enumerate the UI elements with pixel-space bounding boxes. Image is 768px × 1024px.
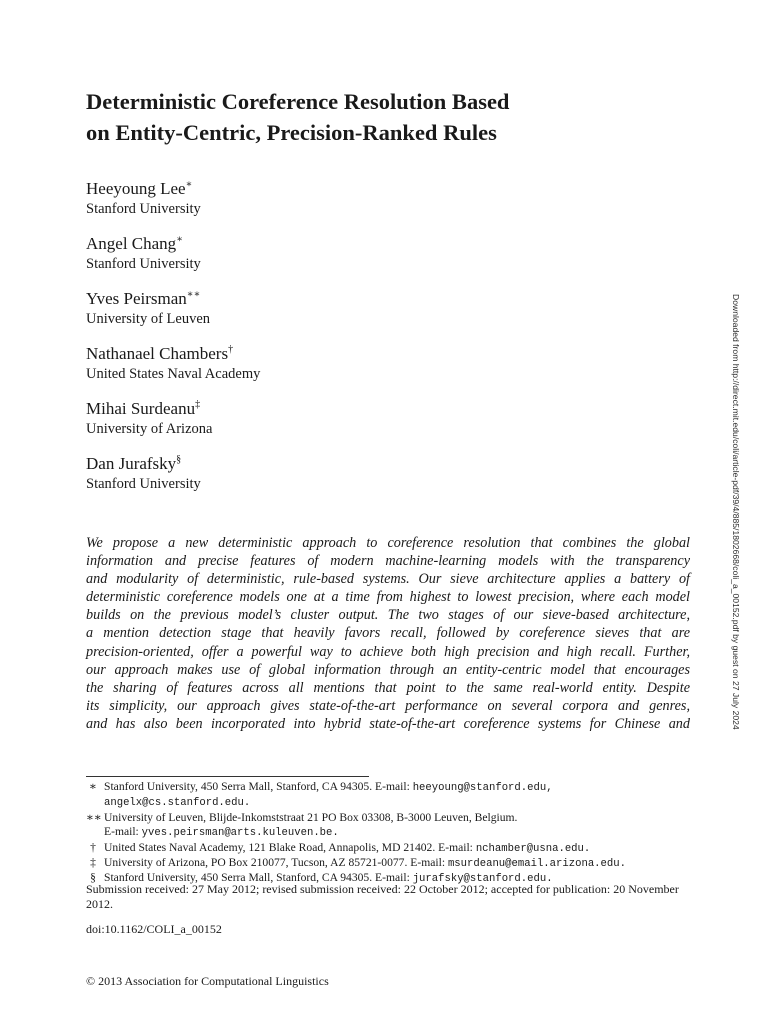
footnote-text: Stanford University, 450 Serra Mall, Stanford, CA 94305. E-mail:: [104, 871, 413, 885]
footnote-email[interactable]: msurdeanu@email.arizona.edu.: [447, 858, 626, 871]
author-footnote-mark: †: [228, 344, 234, 355]
abstract-line: our approach makes use of global information through an entity-centric model that encourages: [86, 661, 690, 678]
author-name: Yves Peirsman∗∗: [86, 289, 201, 308]
author-footnote-mark: ∗: [176, 234, 183, 245]
paper-title: [86, 86, 686, 148]
author-name: Heeyoung Lee∗: [86, 179, 193, 198]
copyright-notice: © 2013 Association for Computational Linguistics: [86, 974, 329, 988]
footnote-email[interactable]: angelx@cs.stanford.edu.: [104, 797, 251, 810]
author-block: [86, 343, 260, 384]
abstract-line: and has also been incorporated into hybrid state-of-the-art coreference systems for Chinese and: [86, 715, 690, 732]
author-affiliation: University of Arizona: [86, 421, 213, 437]
author-name: Dan Jurafsky§: [86, 454, 182, 473]
author-affiliation: Stanford University: [86, 256, 201, 272]
abstract-line: builds on the previous model’s cluster output. The two stages of our sieve-based architecture,: [86, 607, 690, 624]
abstract-line: information and precise features of modern machine-learning models with the transparency: [86, 553, 690, 570]
author-affiliation: Stanford University: [86, 476, 201, 492]
footnote-email[interactable]: jurafsky@stanford.edu.: [412, 873, 553, 886]
author-footnote-mark: ∗∗: [186, 289, 201, 300]
abstract-line: and modularity of deterministic, rule-based systems. Our sieve architecture applies a battery of: [86, 571, 690, 588]
abstract: [86, 534, 690, 733]
footnote-mark: ∗: [89, 780, 97, 793]
footnote-mark: ‡: [90, 856, 96, 870]
doi[interactable]: doi:10.1162/COLI_a_00152: [86, 922, 222, 936]
footnote-item: [86, 841, 696, 856]
footnote-text: University of Leuven, Blijde-Inkomststraat 21 PO Box 03308, B-3000 Leuven, Belgium.: [104, 810, 518, 824]
abstract-line: the sharing of features across all mentions that point to the same real-world entity. Despite: [86, 679, 690, 696]
footnote-text: University of Arizona, PO Box 210077, Tucson, AZ 85721-0077. E-mail:: [104, 856, 448, 870]
title-line-1: Deterministic Coreference Resolution Based: [86, 89, 510, 114]
author-block: [86, 178, 201, 219]
footnote-item: [86, 811, 696, 841]
footnote-item: [86, 856, 696, 871]
author-block: [86, 288, 210, 329]
submission-dates: Submission received: 27 May 2012; revised submission received: 22 October 2012; accepted for publication: 20 November 2012.: [86, 882, 679, 911]
footnote-email[interactable]: nchamber@usna.edu.: [475, 842, 591, 855]
author-affiliation: University of Leuven: [86, 311, 211, 327]
footnote-divider: [86, 776, 369, 777]
footnote-mark: †: [90, 840, 96, 854]
author-footnote-mark: ∗: [185, 179, 193, 190]
author-footnote-mark: §: [176, 454, 182, 465]
abstract-line: precision-oriented, offer a powerful way to achieve both high precision and high recall. Further,: [86, 643, 690, 660]
footnote-email[interactable]: heeyoung@stanford.edu,: [412, 782, 553, 794]
footnote-text: Stanford University, 450 Serra Mall, Stanford, CA 94305. E-mail:: [104, 780, 413, 793]
footnote-item: [86, 780, 696, 811]
abstract-line: a mention detection stage that heavily favors recall, followed by coreference sieves that are: [86, 625, 690, 642]
author-name: Angel Chang∗: [86, 234, 183, 253]
author-block: [86, 398, 212, 439]
footnote-email[interactable]: yves.peirsman@arts.kuleuven.be.: [141, 827, 339, 840]
footnotes: [86, 780, 696, 887]
download-watermark: [731, 294, 746, 734]
author-affiliation: United States Naval Academy: [86, 366, 261, 382]
abstract-line: We propose a new deterministic approach to coreference resolution that combines the global: [86, 535, 690, 551]
footnote-mark: ∗∗: [86, 810, 102, 824]
author-affiliation: Stanford University: [86, 201, 201, 217]
footnote-mark: §: [90, 871, 96, 885]
author-block: [86, 453, 201, 494]
download-watermark-text[interactable]: Downloaded from http://direct.mit.edu/coli/article-pdf/39/4/885/1802668/coli_a_00152.pdf by guest on 27 July 2024: [731, 294, 741, 730]
title-line-2: on Entity-Centric, Precision-Ranked Rules: [86, 120, 497, 145]
author-footnote-mark: ‡: [195, 399, 201, 410]
footnote-text: United States Naval Academy, 121 Blake Road, Annapolis, MD 21402. E-mail:: [104, 840, 476, 854]
abstract-line: its simplicity, our approach gives state-of-the-art performance on several corpora and genres,: [86, 697, 690, 714]
author-block: [86, 233, 201, 274]
author-name: Mihai Surdeanu‡: [86, 399, 201, 418]
footnote-text: E-mail:: [104, 825, 142, 839]
abstract-line: deterministic coreference models one at a time from highest to lowest precision, where each model: [86, 589, 690, 606]
author-name: Nathanael Chambers†: [86, 344, 234, 363]
